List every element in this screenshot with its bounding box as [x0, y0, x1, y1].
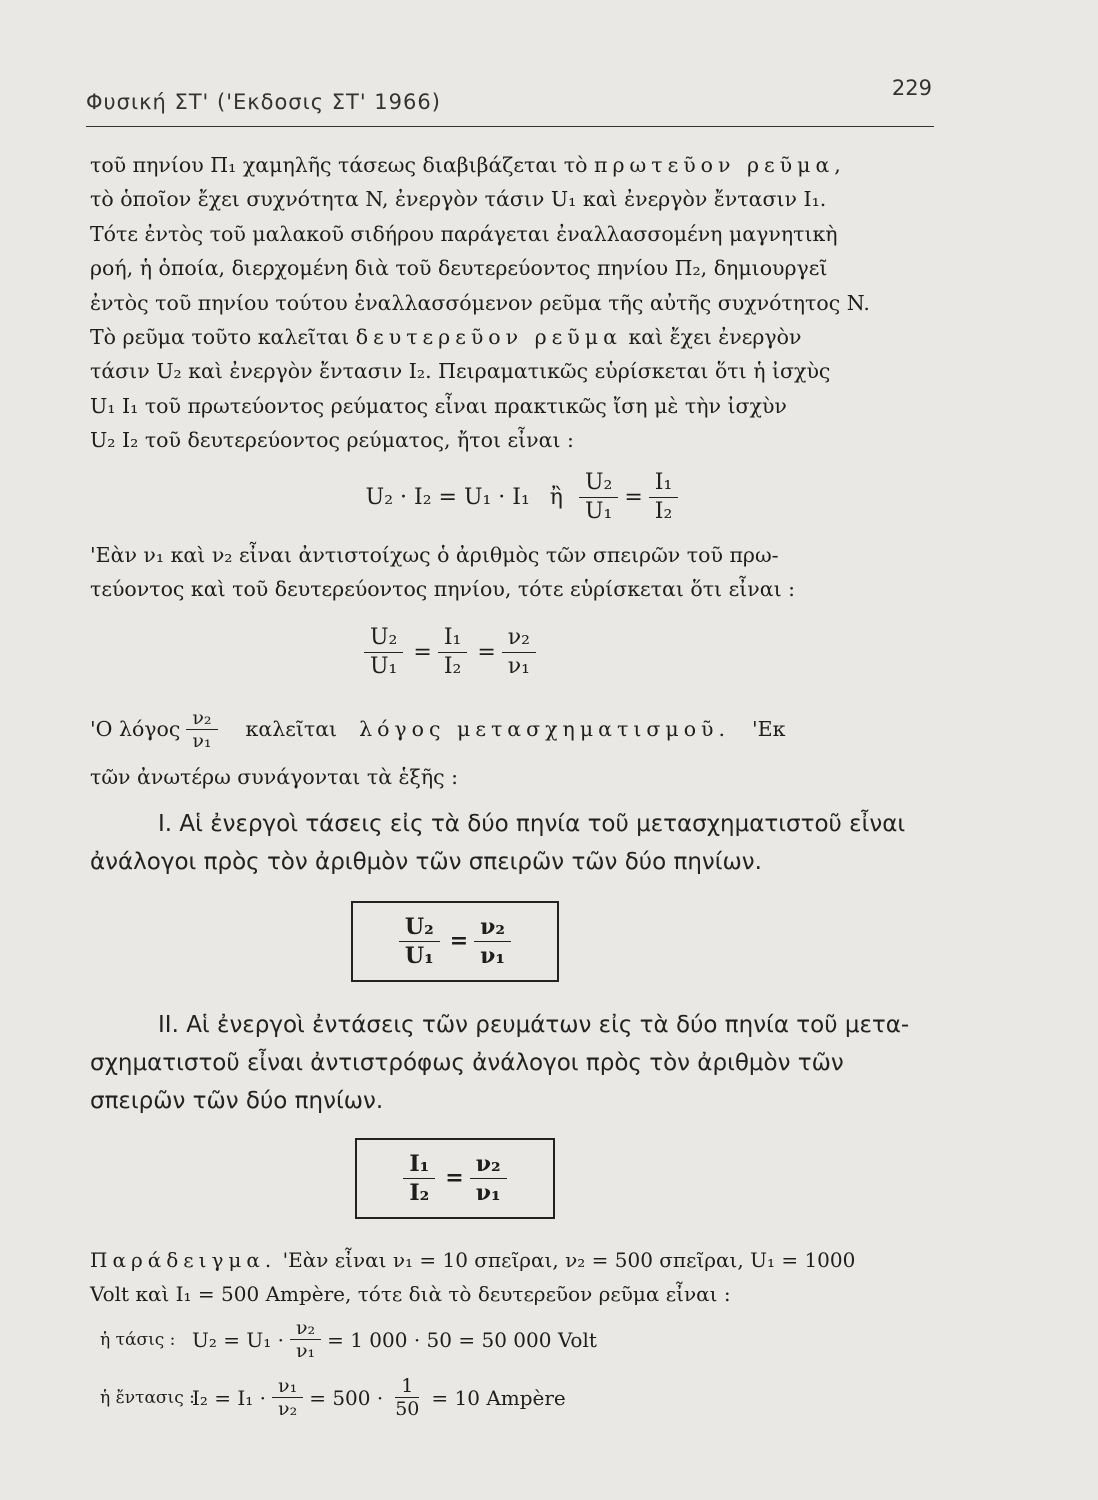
fraction: $\frac{\text{ν₂}}{\text{ν₁}}$	[470, 1150, 507, 1207]
example-line: Παράδειγμα. 'Εὰν εἶναι ν₁ = 10 σπεῖραι, ν₂ = 500 σπεῖραι, U₁ = 1000	[90, 1247, 856, 1272]
spaced-term-secondary: δευτερεῦον ρεῦμα	[355, 325, 622, 350]
running-head: Φυσική ΣΤ' ('Εκδοσις ΣΤ' 1966)	[86, 90, 441, 114]
rule-line: σπειρῶν τῶν δύο πηνίων.	[90, 1087, 384, 1114]
fraction: $\frac{\text{I₁}}{\text{I₂}}$	[438, 624, 468, 681]
text-line: τοῦ πηνίου Π₁ χαμηλῆς τάσεως διαβιβάζεται τὸ πρωτεῦον ρεῦμα,	[90, 153, 846, 177]
spaced-term-ratio: λόγος μετασχηματισμοῦ.	[359, 717, 731, 742]
rule-line: I. Αἱ ἐνεργοὶ τάσεις εἰς τὰ δύο πηνία τοῦ μετασχηματιστοῦ εἶναι	[158, 810, 906, 837]
text-line: τῶν ἀνωτέρω συνάγονται τὰ ἑξῆς :	[90, 765, 459, 790]
voltage-calculation: ἡ τάσις : U₂ = U₁ · $\frac{\text{ν₂}}{\text{ν₁}}$ = 1 000 · 50 = 50 000 Volt	[100, 1317, 597, 1363]
rule-two	[90, 1006, 950, 1243]
fraction: $\frac{\text{ν₁}}{\text{ν₂}}$	[272, 1375, 303, 1420]
text-line: τάσιν U₂ καὶ ἐνεργὸν ἔντασιν I₂. Πειραματικῶς εὑρίσκεται ὅτι ἡ ἰσχὺς	[90, 359, 831, 384]
text-line: τεύοντος καὶ τοῦ δευτερεύοντος πηνίου, τότε εὑρίσκεται ὅτι εἶναι :	[90, 577, 796, 602]
text-line: ροή, ἡ ὁποία, διερχομένη διὰ τοῦ δευτερεύοντος πηνίου Π₂, δημιουργεῖ	[90, 256, 828, 281]
paragraph-turns	[90, 538, 950, 607]
fraction: $\frac{\text{U₂}}{\text{U₁}}$	[579, 469, 618, 526]
fraction: $\frac{\text{U₂}}{\text{U₁}}$	[399, 913, 440, 970]
fraction: $\frac{1}{50}$	[395, 1375, 420, 1421]
text-line: τὸ ὁποῖον ἔχει συχνότητα N, ἐνεργὸν τάσιν U₁ καὶ ἐνεργὸν ἔντασιν I₁.	[90, 187, 827, 212]
page-header	[86, 76, 934, 127]
boxed-voltage-formula: $\frac{\text{U₂}}{\text{U₁}}$ = $\frac{\text{ν₂}}{\text{ν₁}}$	[351, 901, 559, 982]
rule-line: σχηματιστοῦ εἶναι ἀντιστρόφως ἀνάλογοι πρὸς τὸν ἀριθμὸν τῶν	[90, 1049, 844, 1076]
spaced-term-primary: πρωτεῦον ρεῦμα,	[594, 153, 846, 177]
transformation-ratio-sentence: 'Ο λόγος $\frac{\text{ν₂}}{\text{ν₁}}$ καλεῖται λόγος μετασχηματισμοῦ. 'Εκ	[90, 706, 786, 752]
fraction: $\frac{\text{I₁}}{\text{I₂}}$	[649, 469, 679, 526]
rule-line: ἀνάλογοι πρὸς τὸν ἀριθμὸν τῶν σπειρῶν τῶν δύο πηνίων.	[90, 848, 762, 875]
paragraph-transformer-currents	[90, 148, 950, 458]
fraction: $\frac{\text{ν₂}}{\text{ν₁}}$	[186, 707, 217, 752]
fraction: $\frac{\text{ν₂}}{\text{ν₁}}$	[502, 624, 536, 681]
fraction: $\frac{\text{ν₂}}{\text{ν₁}}$	[474, 913, 511, 970]
worked-example	[90, 1243, 950, 1427]
rule-one	[90, 805, 950, 1006]
example-line: Volt καὶ I₁ = 500 Ampère, τότε διὰ τὸ δευτερεῦον ρεῦμα εἶναι :	[90, 1281, 731, 1306]
rule-line: II. Αἱ ἐνεργοὶ ἐντάσεις τῶν ρευμάτων εἰς τὰ δύο πηνία τοῦ μετα-	[158, 1011, 910, 1038]
page-body	[90, 148, 950, 1427]
text-line: Τότε ἐντὸς τοῦ μαλακοῦ σιδήρου παράγεται ἐναλλασσομένη μαγνητικὴ	[90, 221, 838, 246]
text-line: Τὸ ρεῦμα τοῦτο καλεῖται δευτερεῦον ρεῦμα καὶ ἔχει ἐνεργὸν	[90, 325, 802, 350]
boxed-current-formula: $\frac{\text{I₁}}{\text{I₂}}$ = $\frac{\text{ν₂}}{\text{ν₁}}$	[355, 1138, 554, 1219]
fraction: $\frac{\text{I₁}}{\text{I₂}}$	[403, 1150, 435, 1207]
text-line: U₁ I₁ τοῦ πρωτεύοντος ρεύματος εἶναι πρακτικῶς ἴση μὲ τὴν ἰσχὺν	[90, 393, 787, 418]
fraction: $\frac{\text{U₂}}{\text{U₁}}$	[364, 624, 403, 681]
turns-ratio-equation: $\frac{\text{U₂}}{\text{U₁}}$ = $\frac{\text{I₁}}{\text{I₂}}$ = $\frac{\text{ν₂}}{\text{ν₁}}$	[90, 606, 950, 698]
example-label: Παράδειγμα.	[90, 1247, 277, 1272]
page-number: 229	[891, 76, 932, 100]
fraction: $\frac{\text{ν₂}}{\text{ν₁}}$	[290, 1317, 321, 1362]
text-line: U₂ I₂ τοῦ δευτερεύοντος ρεύματος, ἤτοι εἶναι :	[90, 428, 574, 453]
power-equation: U₂ · I₂ = U₁ · I₁ ἢ $\frac{\text{U₂}}{\text{U₁}}$ = $\frac{\text{I₁}}{\text{I₂}}$	[90, 458, 950, 538]
current-calculation: ἡ ἔντασις : I₂ = I₁ · $\frac{\text{ν₁}}{\text{ν₂}}$ = 500 · $\frac{1}{50}$ = 10 Ampère	[100, 1375, 566, 1421]
text-line: ἐντὸς τοῦ πηνίου τούτου ἐναλλασσόμενον ρεῦμα τῆς αὐτῆς συχνότητος N.	[90, 290, 870, 315]
text-line: 'Εὰν ν₁ καὶ ν₂ εἶναι ἀντιστοίχως ὁ ἀριθμὸς τῶν σπειρῶν τοῦ πρω-	[90, 542, 779, 567]
